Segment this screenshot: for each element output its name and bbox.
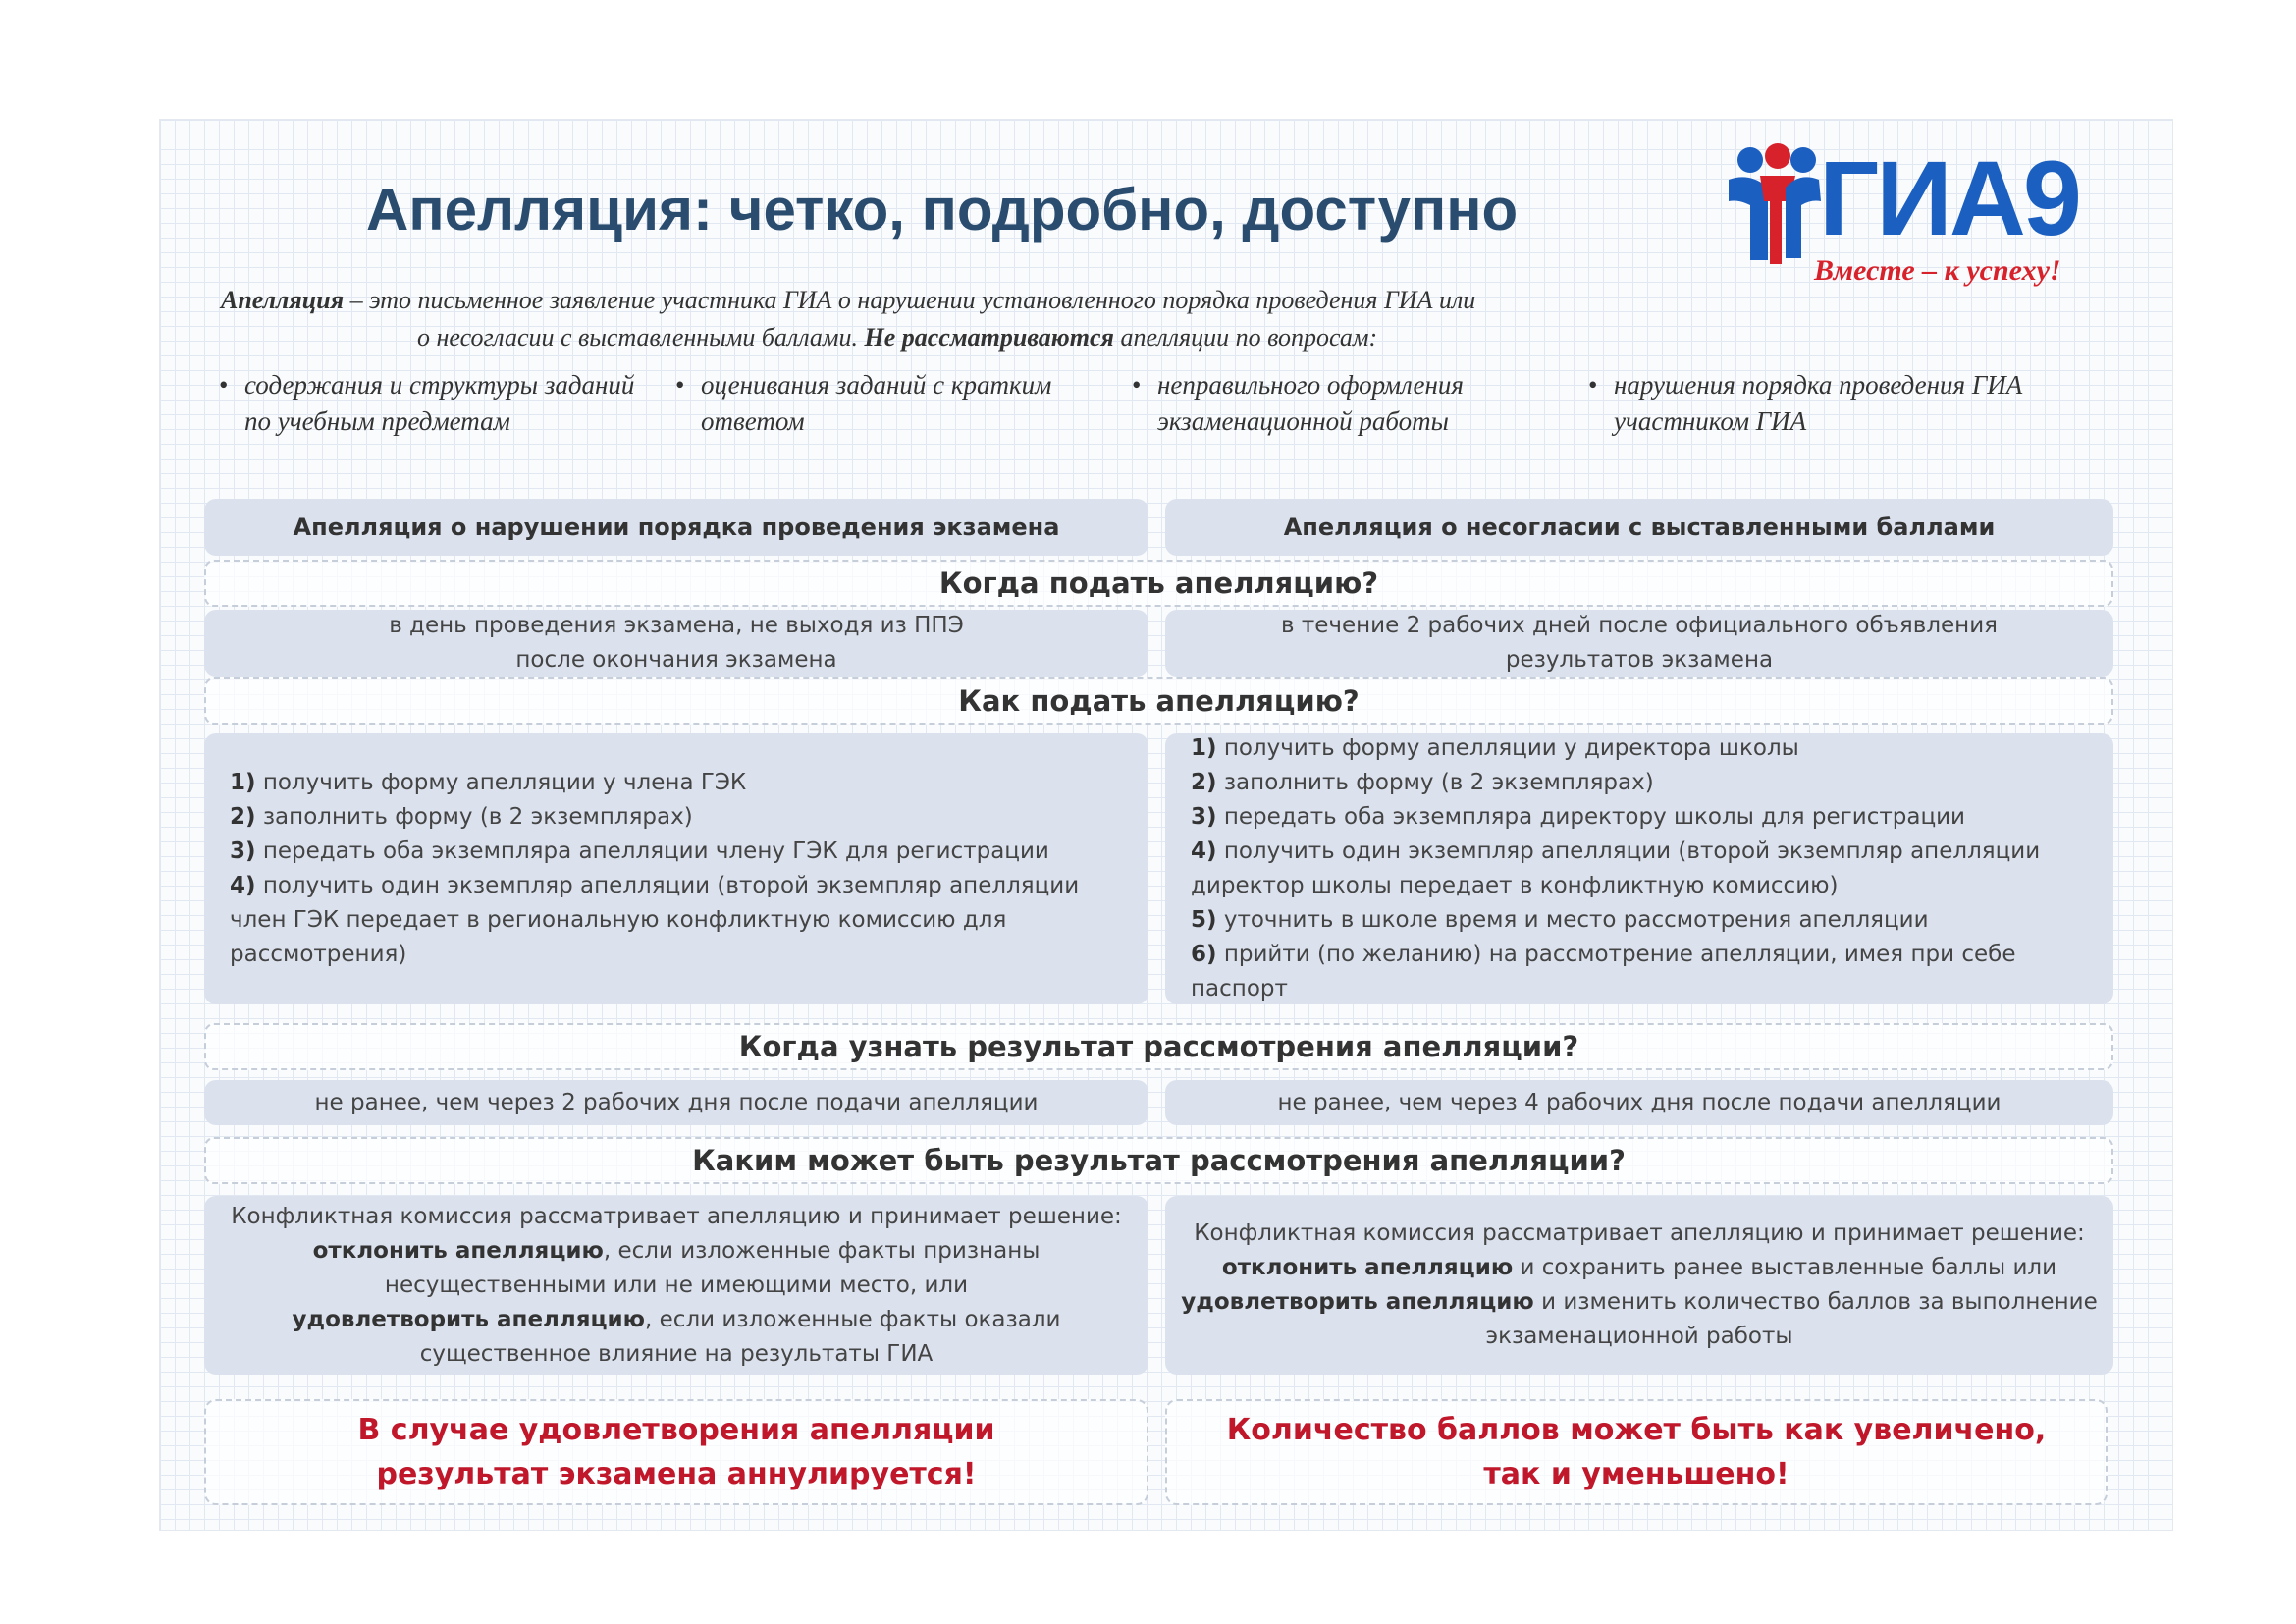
step-item: 3) передать оба экземпляра апелляции члену ГЭК для регистрации (230, 839, 1049, 864)
step-item: 2) заполнить форму (в 2 экземплярах) (230, 804, 693, 830)
result-line: отклонить апелляцию и сохранить ранее выставленные баллы или (1221, 1255, 2057, 1280)
step-item: член ГЭК передает в региональную конфликтную комиссию для (230, 907, 1007, 933)
warning-right-line: так и уменьшено! (1483, 1457, 1789, 1491)
list-item: • оценивания заданий с кратким ответом (675, 367, 1074, 440)
left-column-header (204, 499, 1148, 556)
exclusion-list (219, 367, 2133, 485)
result-line: существенное влияние на результаты ГИА (419, 1340, 934, 1367)
list-item: • неправильного оформления экзаменационной работы (1132, 367, 1589, 440)
section-how-submit-title: Как подать апелляцию? (204, 677, 2113, 725)
result-line: Конфликтная комиссия рассматривает апелляцию и принимает решение: (231, 1203, 1122, 1229)
how-submit-left-steps (204, 733, 1148, 1004)
left-column-header-text: Апелляция о нарушении порядка проведения экзамена (293, 513, 1060, 541)
step-item: директор школы передает в конфликтную комиссию) (1191, 873, 1839, 898)
when-result-left-text: не ранее, чем через 2 рабочих дня после подачи апелляции (314, 1089, 1039, 1115)
when-submit-left-line: в день проведения экзамена, не выходя из ППЭ (389, 613, 964, 638)
warning-right-line: Количество баллов может быть как увеличено, (1226, 1413, 2047, 1447)
definition-text-3: апелляции по вопросам: (1113, 323, 1378, 352)
step-item: 6) прийти (по желанию) на рассмотрение апелляции, имея при себе (1191, 942, 2016, 967)
info-sheet (159, 119, 2173, 1531)
definition-emphasis: Не рассматриваются (864, 323, 1114, 352)
list-item: • содержания и структуры заданий по учебным предметам (219, 367, 647, 440)
section-when-submit-title: Когда подать апелляцию? (204, 560, 2113, 607)
gia9-logo (1721, 135, 2113, 292)
step-item: 4) получить один экземпляр апелляции (второй экземпляр апелляции (1191, 839, 2041, 864)
when-submit-right-line: результатов экзамена (1505, 647, 1774, 673)
step-item: 5) уточнить в школе время и место рассмотрения апелляции (1191, 907, 1929, 933)
how-submit-right-steps (1165, 733, 2113, 1004)
when-result-right-text: не ранее, чем через 4 рабочих дня после подачи апелляции (1277, 1089, 2002, 1115)
result-line: отклонить апелляцию, если изложенные факты признаны (312, 1237, 1041, 1264)
when-submit-left (204, 610, 1148, 677)
warning-left-line: В случае удовлетворения апелляции (357, 1413, 995, 1447)
section-what-result-title: Каким может быть результат рассмотрения апелляции? (204, 1137, 2113, 1184)
result-line: Конфликтная комиссия рассматривает апелляцию и принимает решение: (1194, 1220, 2085, 1246)
step-item: 1) получить форму апелляции у директора школы (1191, 735, 1799, 761)
when-submit-right (1165, 610, 2113, 677)
definition-text-2: о несогласии с выставленными баллами. (417, 323, 865, 352)
step-item: 3) передать оба экземпляра директору школы для регистрации (1191, 804, 1965, 830)
when-submit-left-line: после окончания экзамена (515, 647, 837, 673)
what-result-left (204, 1196, 1148, 1375)
logo-text: ГИА9 (1819, 138, 2079, 257)
warning-right (1165, 1399, 2108, 1505)
definition-paragraph (221, 282, 1909, 356)
result-line: экзаменационной работы (1485, 1324, 1793, 1349)
step-item: 2) заполнить форму (в 2 экземплярах) (1191, 770, 1654, 795)
result-line: удовлетворить апелляцию и изменить количество баллов за выполнение (1181, 1289, 2098, 1315)
page-title: Апелляция: четко, подробно, доступно (366, 177, 1519, 243)
list-item: • нарушения порядка проведения ГИА участником ГИА (1588, 367, 2056, 440)
definition-text-1: – это письменное заявление участника ГИА о нарушении установленного порядка проведения ГИА или (344, 286, 1476, 314)
step-item: 1) получить форму апелляции у члена ГЭК (230, 770, 747, 795)
definition-term: Апелляция (221, 286, 345, 314)
right-column-header (1165, 499, 2113, 556)
when-submit-right-line: в течение 2 рабочих дней после официального объявления (1280, 613, 1998, 638)
result-line: удовлетворить апелляцию, если изложенные факты оказали (292, 1306, 1061, 1332)
when-result-left (204, 1080, 1148, 1125)
section-when-result-title: Когда узнать результат рассмотрения апелляции? (204, 1023, 2113, 1070)
step-item: паспорт (1191, 976, 1288, 1001)
warning-left (204, 1399, 1148, 1505)
what-result-right (1165, 1196, 2113, 1375)
right-column-header-text: Апелляция о несогласии с выставленными баллами (1283, 513, 1996, 541)
warning-left-line: результат экзамена аннулируется! (376, 1457, 977, 1491)
people-logo-icon (1721, 142, 1829, 270)
step-item: рассмотрения) (230, 942, 407, 967)
step-item: 4) получить один экземпляр апелляции (второй экземпляр апелляции (230, 873, 1080, 898)
result-line: несущественными или не имеющими место, или (384, 1272, 969, 1298)
when-result-right (1165, 1080, 2113, 1125)
logo-slogan: Вместе – к успеху! (1814, 254, 2061, 287)
